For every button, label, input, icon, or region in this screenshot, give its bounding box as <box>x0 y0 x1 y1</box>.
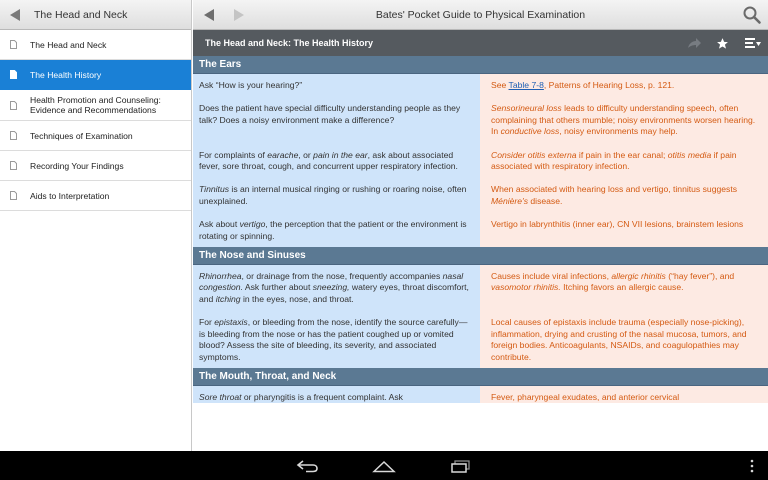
left-cell: Rhinorrhea, or drainage from the nose, frequently accompanies nasal congestion. Ask further about sneezing, watery eyes, throat discomfort, and itching in the eyes, nose, and throat. <box>193 265 480 305</box>
left-cell: Sore throat or pharyngitis is a frequent complaint. Ask <box>193 386 480 403</box>
table-row <box>193 172 768 207</box>
top-bar <box>193 0 768 30</box>
document-icon <box>10 131 20 140</box>
document-icon <box>10 191 20 200</box>
left-cell: Tinnitus is an internal musical ringing or rushing or roaring noise, often unexplained. <box>193 172 480 207</box>
bookmark-button[interactable] <box>713 35 731 51</box>
page-title: The Head and Neck: The Health History <box>205 38 374 48</box>
search-icon <box>742 5 762 25</box>
sidebar-item-head-and-neck[interactable] <box>0 30 191 60</box>
left-cell: Does the patient have special difficulty understanding people as they talk? Does a noisy environment make a difference? <box>193 91 480 137</box>
system-home-button[interactable] <box>371 456 397 476</box>
home-icon <box>372 459 396 473</box>
right-cell: Fever, pharyngeal exudates, and anterior cervical <box>480 386 768 403</box>
right-cell: Consider otitis externa if pain in the ear canal; otitis media if pain associated with respiratory infection. <box>480 138 768 173</box>
star-icon <box>716 37 729 50</box>
sidebar-item-recording-findings[interactable] <box>0 151 191 181</box>
sidebar-item-label: Recording Your Findings <box>30 160 124 171</box>
sidebar-item-label <box>30 95 161 115</box>
outline-button[interactable] <box>744 35 762 51</box>
share-button[interactable] <box>685 35 703 51</box>
sidebar-item-health-promotion[interactable] <box>0 90 191 121</box>
left-cell: Ask “How is your hearing?” <box>193 74 480 91</box>
sidebar-back-button[interactable] <box>0 0 30 30</box>
sidebar-item-label: Techniques of Examination <box>30 130 133 141</box>
document-icon <box>10 161 20 170</box>
table-row <box>193 74 768 91</box>
sidebar-item-techniques[interactable] <box>0 121 191 151</box>
sidebar-header <box>0 0 191 30</box>
section-heading-mouth: The Mouth, Throat, and Neck <box>193 368 768 386</box>
section-heading-ears: The Ears <box>193 56 768 74</box>
sidebar-item-label: The Health History <box>30 69 102 80</box>
right-cell: Vertigo in labrynthitis (inner ear), CN VII lesions, brainstem lesions <box>480 207 768 247</box>
sidebar-item-label-line2: Evidence and Recommendations <box>30 105 157 115</box>
section-heading-nose: The Nose and Sinuses <box>193 247 768 265</box>
table-row <box>193 138 768 173</box>
document-icon <box>10 70 20 79</box>
search-button[interactable] <box>742 5 762 25</box>
right-cell: Sensorineural loss leads to difficulty understanding speech, often complaining that others mumble; noisy environments worsen hearing. In conductive loss, noisy environments may help. <box>480 91 768 137</box>
sidebar-title: The Head and Neck <box>34 8 128 21</box>
sidebar-item-label-line1: Health Promotion and Counseling: <box>30 95 161 105</box>
back-arrow-icon <box>296 459 320 473</box>
sidebar-item-health-history[interactable] <box>0 60 191 90</box>
system-nav-bar <box>0 451 768 480</box>
list-outline-icon <box>744 36 762 50</box>
table-row <box>193 207 768 247</box>
share-arrow-icon <box>686 36 702 50</box>
document-icon <box>10 40 20 49</box>
book-title: Bates' Pocket Guide to Physical Examination <box>375 9 586 21</box>
system-back-button[interactable] <box>295 456 321 476</box>
table-row <box>193 265 768 305</box>
left-cell: For complaints of earache, or pain in the ear, ask about associated fever, sore throat, cough, and concurrent upper respiratory infection. <box>193 138 480 173</box>
content-header <box>193 30 768 56</box>
right-cell: When associated with hearing loss and vertigo, tinnitus suggests Ménière's disease. <box>480 172 768 207</box>
right-cell: Causes include viral infections, allergic rhinitis (“hay fever”), and vasomotor rhinitis. Itching favors an allergic cause. <box>480 265 768 305</box>
sidebar-item-aids-interpretation[interactable] <box>0 181 191 211</box>
table-row <box>193 305 768 368</box>
table-row <box>193 91 768 137</box>
right-cell: Local causes of epistaxis include trauma (especially nose-picking), inflammation, drying and crusting of the nasal mucosa, tumors, and foreign bodies. Anticoagulants, NSAIDs, and coagulopathies may contribute. <box>480 305 768 368</box>
overflow-menu-icon <box>750 459 754 473</box>
document-icon <box>10 101 20 110</box>
recent-apps-icon <box>449 459 473 473</box>
table-7-8-link[interactable]: Table 7-8 <box>508 80 544 90</box>
sidebar-item-label: The Head and Neck <box>30 39 107 50</box>
right-cell: See Table 7-8, Patterns of Hearing Loss, p. 121. <box>480 74 768 91</box>
left-cell: For epistaxis, or bleeding from the nose, identify the source carefully—is bleeding from the nose or has the patient coughed up or vomited blood? Assess the site of bleeding, its severity, and associated symptoms. <box>193 305 480 368</box>
system-menu-button[interactable] <box>745 456 759 476</box>
system-recent-apps-button[interactable] <box>448 456 474 476</box>
left-cell: Ask about vertigo, the perception that the patient or the environment is rotating or spinning. <box>193 207 480 247</box>
sidebar-item-label: Aids to Interpretation <box>30 190 110 201</box>
triangle-back-icon <box>9 8 21 22</box>
table-row <box>193 386 768 403</box>
content-area[interactable] <box>193 56 768 451</box>
sidebar <box>0 0 192 451</box>
